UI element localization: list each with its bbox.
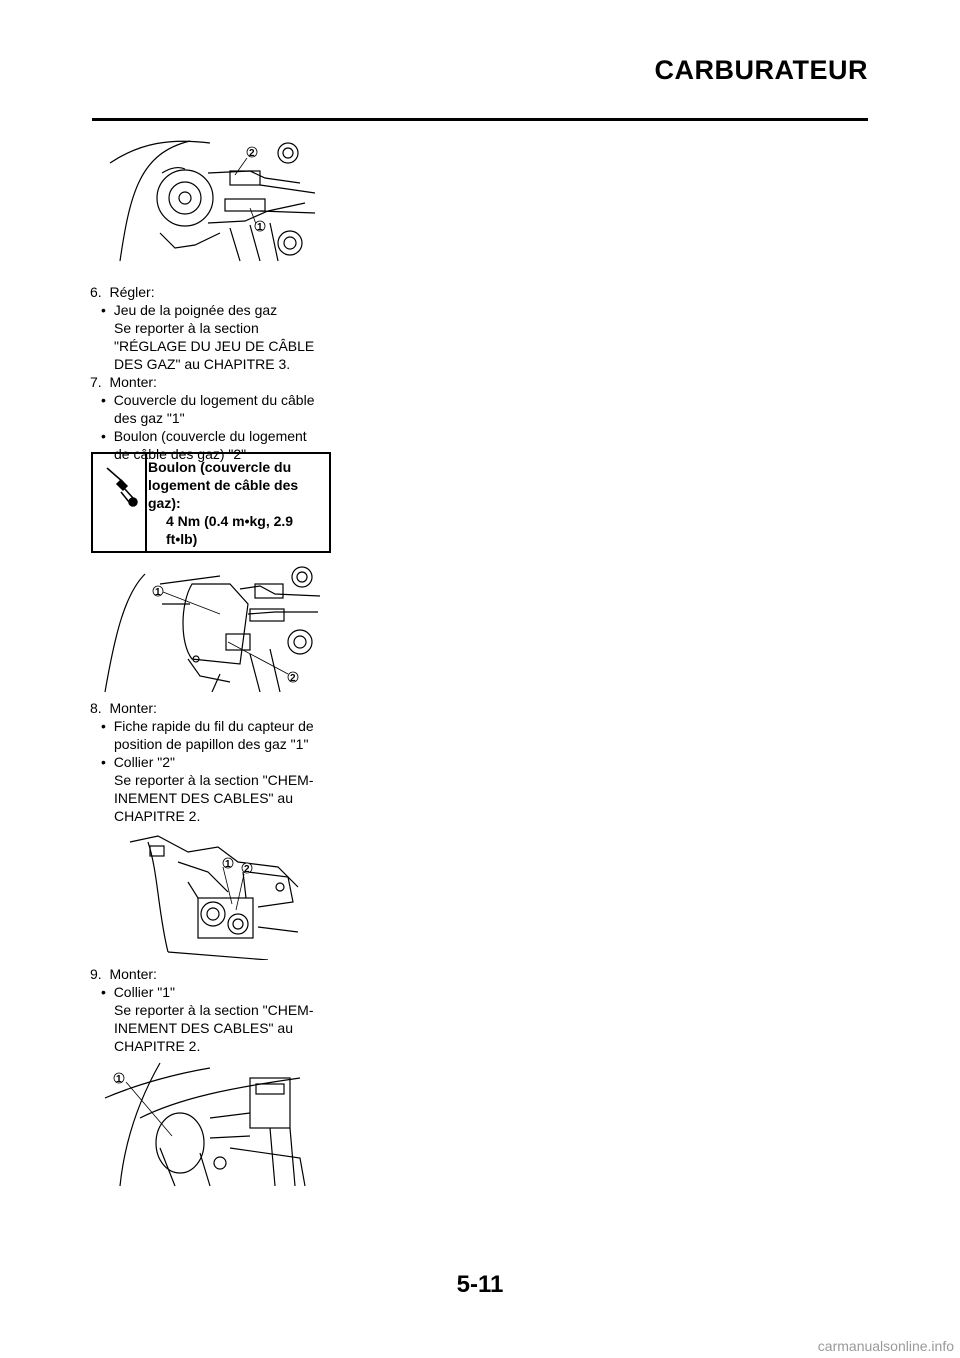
text-line: des gaz "1"	[114, 410, 185, 426]
callout-1: 1	[225, 859, 231, 870]
text-line: position de papillon des gaz "1"	[114, 736, 309, 752]
bullet-item: • Couvercle du logement du câble	[101, 392, 315, 408]
callout-2: 2	[249, 148, 255, 159]
header-divider	[92, 118, 868, 121]
callout-1: 1	[116, 1074, 122, 1085]
figure-throttle-sensor-coupler	[128, 832, 308, 960]
page-number: 5-11	[456, 1271, 504, 1298]
spec-value: ft•lb)	[166, 531, 198, 547]
figure-throttle-cable-adjuster	[100, 133, 320, 263]
text-line: Se reporter à la section	[114, 320, 259, 336]
bullet-item: • Jeu de la poignée des gaz	[101, 302, 278, 318]
spec-value: 4 Nm (0.4 m•kg, 2.9	[166, 513, 294, 529]
text-line: CHAPITRE 2.	[114, 808, 201, 824]
spec-label: Boulon (couvercle du	[148, 459, 292, 475]
text-line: Se reporter à la section "CHEM-	[114, 772, 314, 788]
bullet-item: • Collier "2"	[101, 754, 175, 770]
cable-housing-cover-illustration	[100, 564, 322, 692]
callout-1: 1	[257, 222, 263, 233]
text-line: "RÉGLAGE DU JEU DE CÂBLE	[114, 338, 315, 354]
torque-wrench-icon-cell	[93, 454, 147, 551]
step-number: 6. Régler:	[90, 284, 155, 300]
text-line: INEMENT DES CABLES" au	[114, 1020, 293, 1036]
clamp-routing-illustration	[100, 1058, 310, 1188]
callout-2: 2	[244, 864, 250, 875]
text-line: Se reporter à la section "CHEM-	[114, 1002, 314, 1018]
bullet-item: • Collier "1"	[101, 984, 175, 1000]
page-title: CARBURATEUR	[654, 55, 868, 85]
step-number: 9. Monter:	[90, 966, 157, 982]
callout-2: 2	[290, 673, 296, 684]
step-number: 8. Monter:	[90, 700, 157, 716]
figure-clamp-routing	[100, 1058, 310, 1188]
spec-label: logement de câble des	[148, 477, 299, 493]
throttle-sensor-coupler-illustration	[128, 832, 308, 960]
bullet-item: • Boulon (couvercle du logement	[101, 428, 307, 444]
spec-label: gaz):	[148, 495, 181, 511]
bullet-item: • Fiche rapide du fil du capteur de	[101, 718, 314, 734]
text-line: de câble des gaz) "2"	[114, 446, 247, 462]
text-line: INEMENT DES CABLES" au	[114, 790, 293, 806]
figure-cable-housing-cover	[100, 564, 322, 692]
callout-1: 1	[155, 587, 161, 598]
step-number: 7. Monter:	[90, 374, 157, 390]
throttle-housing-illustration	[100, 133, 320, 263]
torque-wrench-icon	[93, 454, 145, 551]
watermark: carmanualsonline.info	[817, 1338, 954, 1354]
text-line: DES GAZ" au CHAPITRE 3.	[114, 356, 291, 372]
text-line: CHAPITRE 2.	[114, 1038, 201, 1054]
